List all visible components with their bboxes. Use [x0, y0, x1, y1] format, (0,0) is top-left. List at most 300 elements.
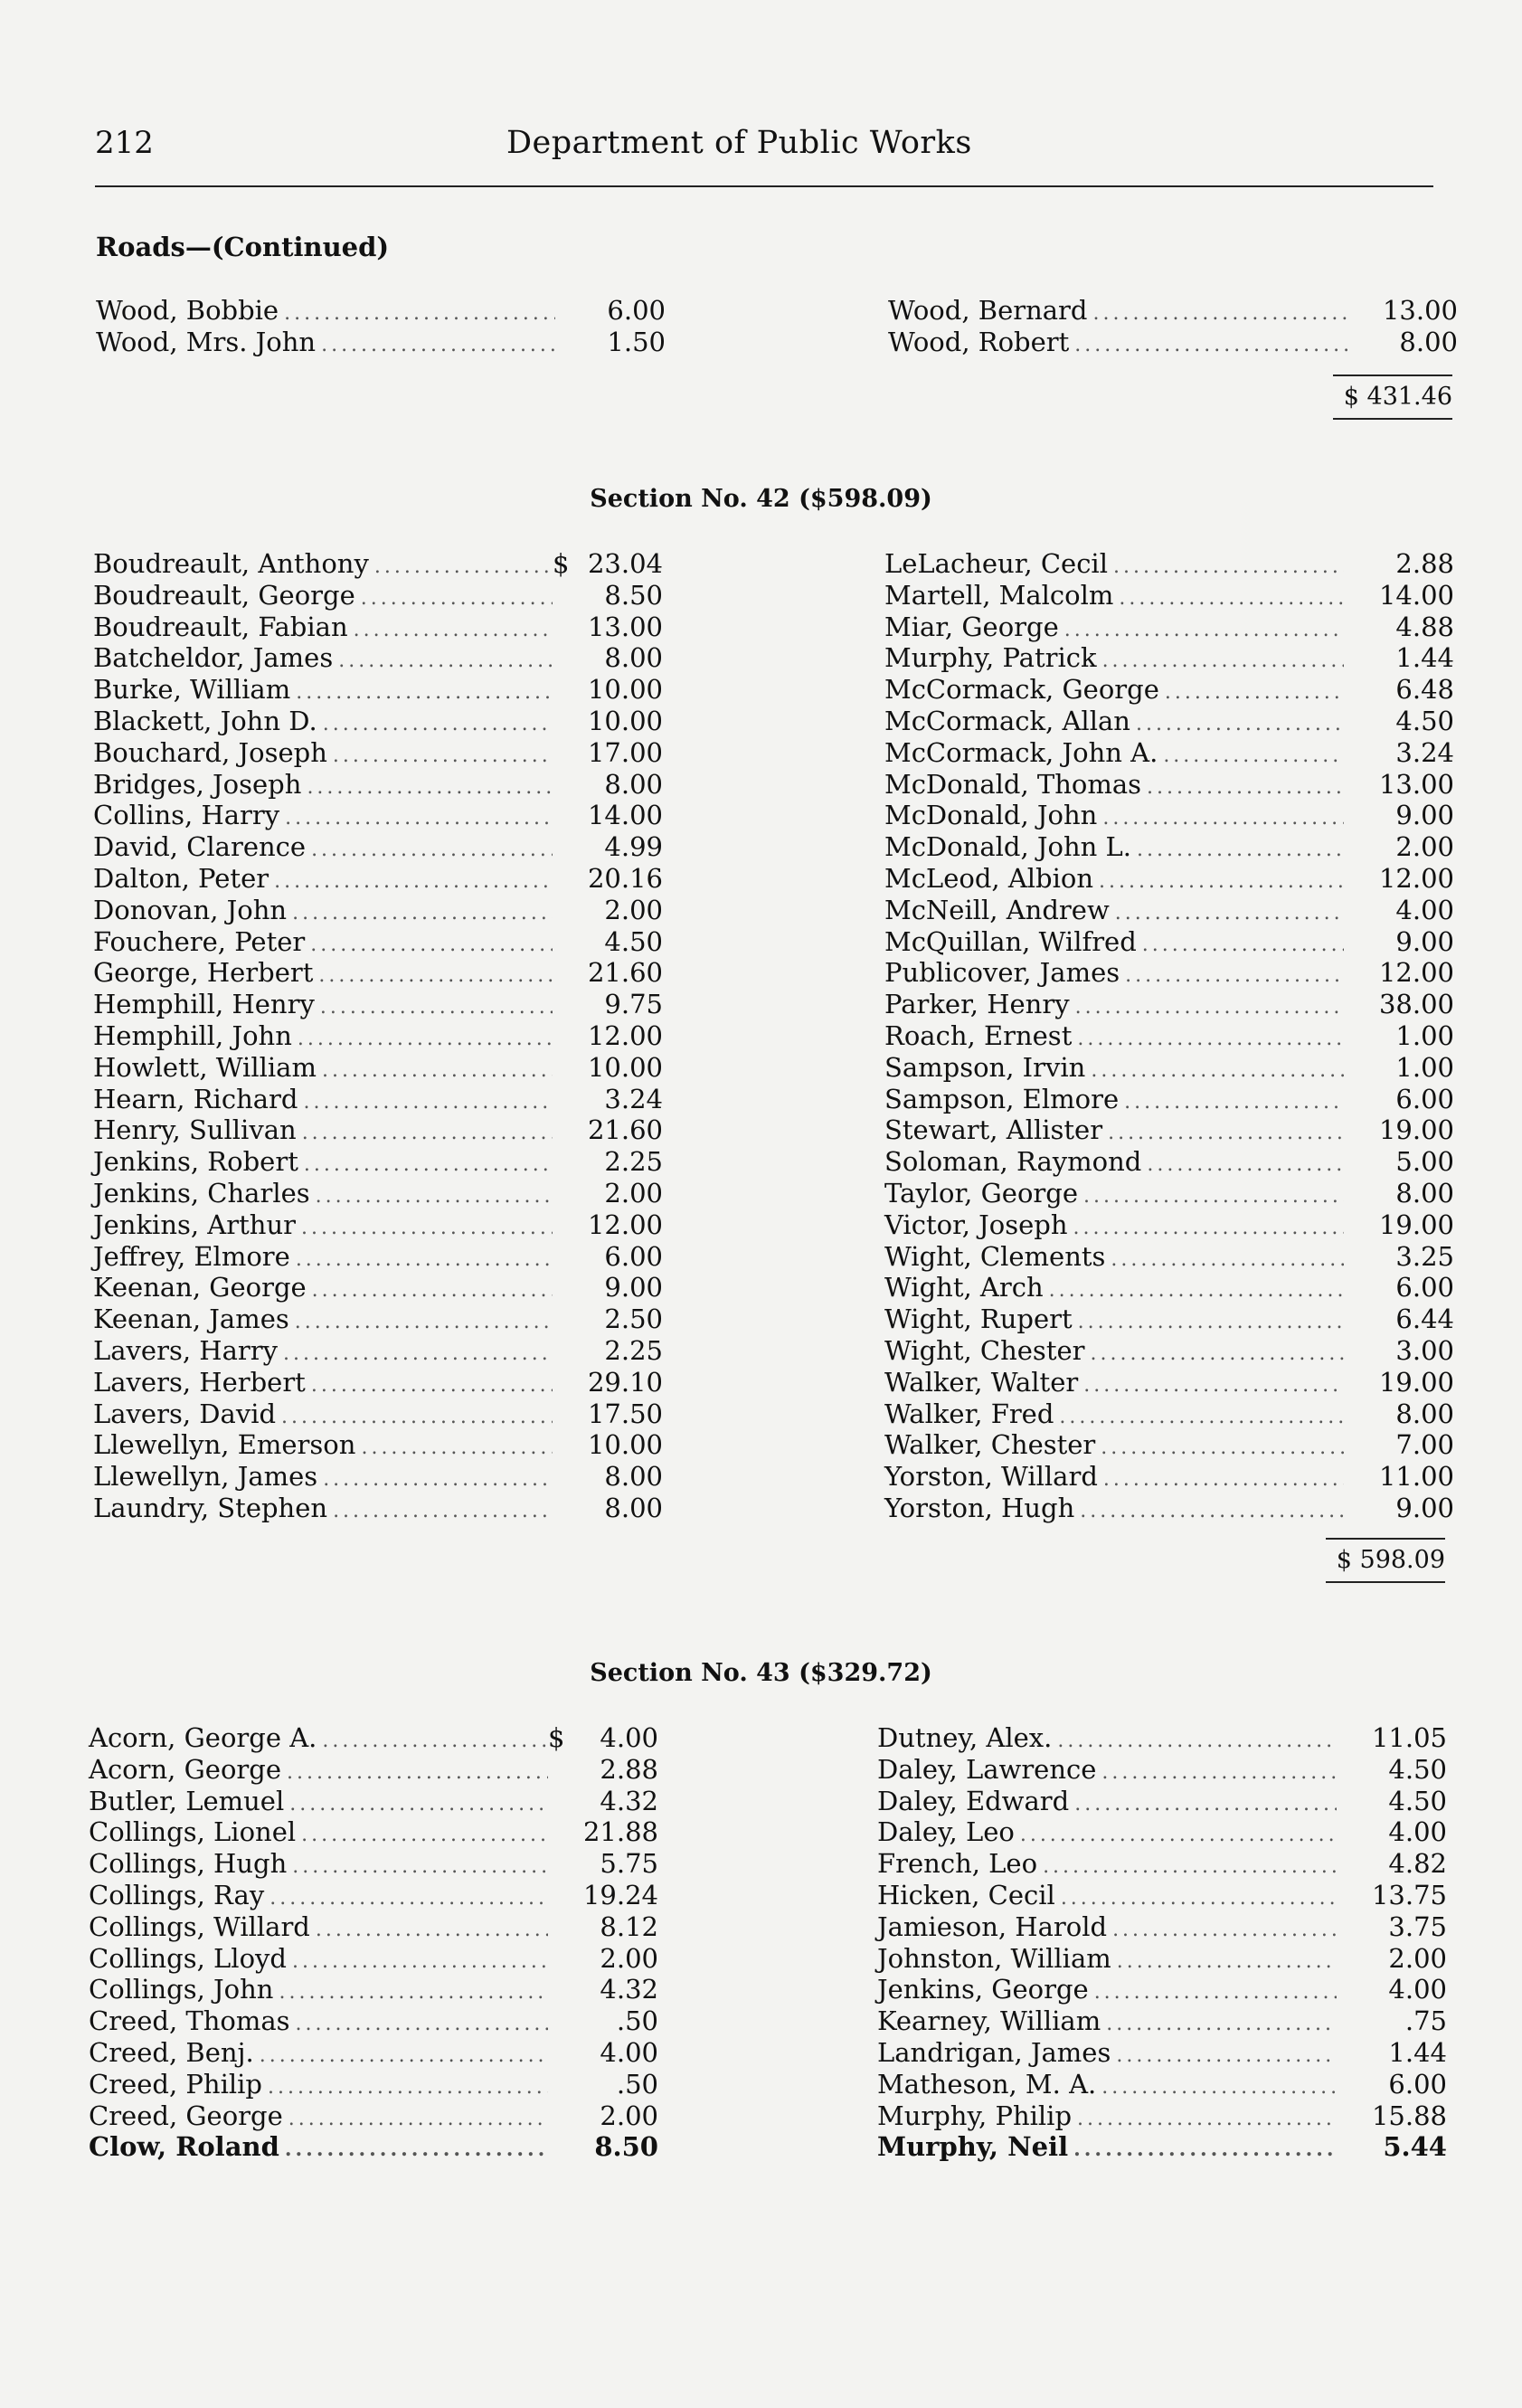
ledger-row	[884, 1241, 1454, 1273]
payee-name: Jenkins, George	[877, 1974, 1089, 2005]
ledger-row	[93, 580, 663, 611]
ledger-row	[884, 1335, 1454, 1367]
payment-amount: 8.50	[594, 2131, 658, 2163]
dot-leader	[323, 709, 553, 741]
payment-amount: 3.24	[1395, 736, 1454, 768]
ledger-row	[89, 1974, 658, 2005]
payee-name: Collings, Ray	[89, 1879, 265, 1910]
ledger-row	[93, 1084, 663, 1115]
dot-leader	[1074, 1789, 1337, 1821]
payment-amount: 5.75	[600, 1848, 658, 1880]
payee-name: Bouchard, Joseph	[93, 736, 327, 768]
dot-leader	[311, 1370, 553, 1402]
continued-total: $ 431.46	[1343, 383, 1452, 411]
ledger-row	[884, 642, 1454, 674]
payment-amount: 13.00	[1378, 768, 1454, 800]
payment-amount: 4.00	[600, 1722, 658, 1753]
payee-name: Boudreault, Anthony	[93, 548, 369, 579]
payee-name: Murphy, Philip	[877, 2100, 1073, 2131]
payment-amount: 6.00	[604, 1240, 663, 1272]
ledger-row	[884, 611, 1454, 643]
ledger-row	[884, 1178, 1454, 1209]
dot-leader	[1094, 1977, 1337, 2009]
dot-leader	[1147, 1150, 1344, 1181]
payment-amount: 10.00	[587, 1051, 663, 1083]
payee-name: Keenan, George	[93, 1272, 307, 1304]
ledger-row	[877, 1786, 1447, 1817]
ledger-row	[93, 1367, 663, 1398]
ledger-row	[96, 295, 666, 327]
payment-amount: 2.25	[604, 1146, 663, 1178]
dot-leader	[281, 1402, 553, 1434]
payee-name: Lavers, Harry	[93, 1334, 278, 1366]
ledger-row	[884, 769, 1454, 801]
payee-name: Creed, George	[89, 2100, 283, 2131]
ledger-row	[89, 1911, 658, 1943]
dot-leader	[1102, 803, 1344, 835]
payee-name: Donovan, John	[93, 894, 288, 925]
payment-amount: 8.00	[604, 1461, 663, 1493]
dot-leader	[1117, 1947, 1337, 1978]
payee-name: McCormack, Allan	[884, 705, 1130, 736]
dot-leader	[1101, 1758, 1337, 1789]
dot-leader	[304, 1150, 553, 1181]
dot-leader	[323, 1465, 553, 1496]
ledger-row	[884, 1146, 1454, 1178]
dot-leader	[1102, 646, 1344, 678]
payment-amount: 17.50	[587, 1398, 663, 1429]
payment-amount: 4.50	[1388, 1785, 1447, 1816]
payee-name: Martell, Malcolm	[884, 579, 1114, 611]
dot-leader	[310, 930, 553, 962]
payee-name: Acorn, George A.	[89, 1722, 317, 1753]
ledger-row	[89, 2131, 658, 2163]
dot-leader	[301, 1820, 548, 1852]
dot-leader	[268, 2072, 548, 2104]
ledger-row	[884, 1461, 1454, 1493]
dot-leader	[1116, 2041, 1337, 2072]
ledger-row	[89, 2069, 658, 2100]
dot-leader	[318, 961, 553, 992]
payment-amount: 2.88	[1395, 548, 1454, 579]
dot-leader	[1112, 1915, 1337, 1947]
ledger-row	[884, 1114, 1454, 1146]
dot-leader	[1163, 741, 1344, 773]
payee-name: Wood, Bobbie	[96, 295, 279, 326]
ledger-row	[93, 674, 663, 706]
ledger-row	[884, 1367, 1454, 1398]
dot-leader	[1124, 1087, 1344, 1119]
page-header	[95, 125, 1433, 179]
payee-name: Kearney, William	[877, 2005, 1101, 2037]
section-43-heading: Section No. 43 ($329.72)	[590, 1659, 932, 1687]
payment-amount: 12.00	[587, 1209, 663, 1240]
ledger-row	[93, 1052, 663, 1084]
dot-leader	[1099, 867, 1344, 898]
payment-amount: 5.00	[1395, 1146, 1454, 1178]
payee-name: Sampson, Elmore	[884, 1083, 1120, 1114]
dot-leader	[316, 1915, 548, 1947]
ledger-row	[93, 1114, 663, 1146]
payee-name: Wood, Mrs. John	[96, 326, 317, 357]
page-number: 212	[95, 125, 154, 161]
ledger-row	[93, 1209, 663, 1241]
ledger-row	[888, 327, 1458, 358]
payment-amount: 4.50	[1388, 1753, 1447, 1785]
dot-leader	[354, 615, 553, 647]
ledger-row	[93, 863, 663, 895]
payee-name: Lavers, Herbert	[93, 1366, 306, 1398]
payment-amount: 21.88	[582, 1816, 658, 1848]
payee-name: Wight, Arch	[884, 1272, 1044, 1304]
dot-leader	[269, 1883, 548, 1915]
payee-name: Hemphill, John	[93, 1019, 292, 1051]
payee-name: Murphy, Neil	[877, 2131, 1069, 2163]
payment-amount: 2.25	[604, 1334, 663, 1366]
payment-amount: 19.00	[1378, 1366, 1454, 1398]
payment-amount: 4.32	[600, 1974, 658, 2005]
payment-amount: 4.00	[1388, 1816, 1447, 1848]
ledger-row	[884, 1209, 1454, 1241]
dot-leader	[1077, 1024, 1344, 1056]
dot-leader	[279, 1977, 548, 2009]
payee-name: Roach, Ernest	[884, 1019, 1073, 1051]
ledger-row	[93, 548, 663, 580]
section-43-left-column	[89, 1722, 658, 2163]
payee-name: Collins, Harry	[93, 800, 280, 831]
payment-amount: 14.00	[1378, 579, 1454, 611]
dot-leader	[274, 867, 553, 898]
payment-amount: 2.00	[600, 1942, 658, 1974]
ledger-row	[884, 863, 1454, 895]
ledger-row	[89, 1722, 658, 1754]
payment-amount: 3.24	[604, 1083, 663, 1114]
ledger-row	[93, 1429, 663, 1461]
payee-name: Collings, Lionel	[89, 1816, 297, 1848]
payment-amount: 2.00	[1395, 831, 1454, 863]
payment-amount: 1.00	[1395, 1019, 1454, 1051]
payment-amount: 11.00	[1378, 1461, 1454, 1493]
ledger-row	[93, 1146, 663, 1178]
ledger-row	[93, 1398, 663, 1430]
payment-amount: 1.44	[1388, 2036, 1447, 2068]
ledger-row	[877, 1816, 1447, 1848]
dot-leader	[316, 1181, 553, 1213]
dot-leader	[301, 1213, 553, 1245]
payment-amount: 19.24	[582, 1879, 658, 1910]
dot-leader	[1093, 299, 1348, 330]
payment-amount: 9.00	[1395, 925, 1454, 957]
payee-name: Miar, George	[884, 611, 1059, 642]
total-rule	[1326, 1581, 1445, 1583]
payment-amount: 13.00	[1382, 295, 1458, 326]
dot-leader	[1142, 930, 1344, 962]
dot-leader	[322, 1056, 553, 1087]
dot-leader	[1115, 898, 1344, 930]
payee-name: Wight, Rupert	[884, 1304, 1073, 1335]
dot-leader	[1137, 835, 1344, 867]
payee-name: Matheson, M. A.	[877, 2068, 1097, 2100]
section-42-right-column	[884, 548, 1454, 1524]
ledger-row	[884, 1429, 1454, 1461]
payee-name: Bridges, Joseph	[93, 768, 302, 800]
payee-name: Jamieson, Harold	[877, 1910, 1108, 1942]
payee-name: Fouchere, Peter	[93, 925, 306, 957]
payment-amount: 6.00	[1388, 2068, 1447, 2100]
dot-leader	[1057, 1726, 1337, 1758]
payee-name: Hicken, Cecil	[877, 1879, 1055, 1910]
ledger-row	[89, 2005, 658, 2037]
dot-leader	[374, 552, 553, 583]
payee-name: Llewellyn, James	[93, 1461, 318, 1493]
payee-name: Daley, Leo	[877, 1816, 1015, 1848]
dot-leader	[292, 898, 553, 930]
payee-name: Llewellyn, Emerson	[93, 1429, 356, 1461]
payment-amount: 21.60	[587, 957, 663, 989]
payee-name: McDonald, Thomas	[884, 768, 1142, 800]
ledger-row	[877, 2069, 1447, 2100]
dollar-sign: $	[548, 1722, 565, 1753]
ledger-row	[877, 1911, 1447, 1943]
dot-leader	[1073, 2134, 1337, 2166]
dot-leader	[296, 2009, 548, 2041]
payee-name: Laundry, Stephen	[93, 1492, 328, 1523]
payment-amount: 6.48	[1395, 674, 1454, 706]
ledger-row	[89, 1848, 658, 1880]
payment-amount: .75	[1404, 2005, 1447, 2037]
dot-leader	[1020, 1820, 1337, 1852]
dot-leader	[292, 1947, 548, 1978]
ledger-row	[93, 1178, 663, 1209]
ledger-row	[884, 706, 1454, 737]
dot-leader	[298, 1024, 553, 1056]
payee-name: Collings, Willard	[89, 1910, 310, 1942]
payment-amount: 6.00	[1395, 1272, 1454, 1304]
section-42-total-block	[1326, 1538, 1445, 1583]
payment-amount: 4.00	[600, 2036, 658, 2068]
ledger-row	[93, 737, 663, 769]
dot-leader	[295, 1307, 553, 1339]
dot-leader	[1059, 1402, 1344, 1434]
payee-name: Boudreault, George	[93, 579, 355, 611]
payee-name: Batcheldor, James	[93, 642, 334, 674]
payee-name: Henry, Sullivan	[93, 1114, 297, 1146]
ledger-row	[93, 1020, 663, 1052]
ledger-row	[884, 926, 1454, 958]
dot-leader	[1108, 1118, 1344, 1150]
payment-amount: 2.00	[604, 894, 663, 925]
payment-amount: 17.00	[587, 736, 663, 768]
dot-leader	[321, 330, 555, 362]
payment-amount: 2.88	[600, 1753, 658, 1785]
payee-name: Murphy, Patrick	[884, 642, 1097, 674]
payee-name: Yorston, Willard	[884, 1461, 1098, 1493]
ledger-row	[888, 295, 1458, 327]
ledger-row	[93, 957, 663, 989]
payee-name: McDonald, John L.	[884, 831, 1132, 863]
ledger-row	[93, 1461, 663, 1493]
payee-name: Howlett, William	[93, 1051, 317, 1083]
ledger-row	[93, 1304, 663, 1335]
payment-amount: 11.05	[1371, 1722, 1447, 1753]
payment-amount: 9.00	[1395, 800, 1454, 831]
ledger-row	[93, 926, 663, 958]
payee-name: Hemphill, Henry	[93, 989, 315, 1020]
payment-amount: 4.50	[604, 925, 663, 957]
dot-leader	[292, 1852, 548, 1883]
ledger-row	[884, 831, 1454, 863]
payment-amount: 4.82	[1388, 1848, 1447, 1880]
dot-leader	[1043, 1852, 1337, 1883]
ledger-row	[884, 895, 1454, 926]
ledger-row	[89, 2037, 658, 2069]
dot-leader	[307, 773, 553, 804]
payee-name: McCormack, John A.	[884, 736, 1158, 768]
ledger-row	[884, 548, 1454, 580]
payee-name: Burke, William	[93, 674, 291, 706]
payee-name: Soloman, Raymond	[884, 1146, 1142, 1178]
payment-amount: 10.00	[587, 1429, 663, 1461]
ledger-row	[877, 1722, 1447, 1754]
section-42-left-column	[93, 548, 663, 1524]
total-rule	[1333, 418, 1452, 420]
dot-leader	[312, 1275, 553, 1307]
payment-amount: 8.50	[604, 579, 663, 611]
payment-amount: 23.04	[587, 548, 663, 579]
payment-amount: 12.00	[587, 1019, 663, 1051]
ledger-row	[89, 1880, 658, 1911]
dot-leader	[284, 299, 555, 330]
ledger-row	[877, 2131, 1447, 2163]
dot-leader	[1078, 1307, 1344, 1339]
payee-name: Walker, Walter	[884, 1366, 1079, 1398]
payment-amount: 8.00	[604, 768, 663, 800]
payment-amount: 13.00	[587, 611, 663, 642]
payee-name: Yorston, Hugh	[884, 1492, 1075, 1523]
payment-amount: 8.00	[1395, 1398, 1454, 1429]
dot-leader	[361, 1433, 553, 1465]
dot-leader	[1113, 552, 1344, 583]
section-43-right-column	[877, 1722, 1447, 2163]
payee-name: Dalton, Peter	[93, 862, 269, 894]
payment-amount: 6.00	[607, 295, 666, 326]
ledger-row	[877, 1880, 1447, 1911]
payee-name: Wood, Robert	[888, 326, 1070, 357]
dot-leader	[1111, 1245, 1344, 1276]
payment-amount: 4.50	[1395, 705, 1454, 736]
payment-amount: 4.00	[1388, 1974, 1447, 2005]
dot-leader	[322, 1726, 548, 1758]
payment-amount: 8.00	[1399, 326, 1458, 357]
payment-amount: 4.88	[1395, 611, 1454, 642]
continued-total-block	[1333, 374, 1452, 420]
payee-name: George, Herbert	[93, 957, 314, 989]
ledger-row	[884, 1398, 1454, 1430]
payee-name: Acorn, George	[89, 1753, 281, 1785]
payee-name: Creed, Benj.	[89, 2036, 254, 2068]
ledger-row	[877, 1848, 1447, 1880]
ledger-row	[877, 1974, 1447, 2005]
dot-leader	[1083, 1181, 1344, 1213]
dot-leader	[1077, 2104, 1337, 2136]
ledger-row	[93, 800, 663, 831]
ledger-row	[93, 642, 663, 674]
payee-name: Creed, Thomas	[89, 2005, 290, 2037]
payee-name: Jenkins, Arthur	[93, 1209, 296, 1240]
ledger-row	[877, 2037, 1447, 2069]
continued-left-column	[96, 295, 666, 358]
payee-name: McDonald, John	[884, 800, 1098, 831]
dot-leader	[1106, 2009, 1337, 2041]
dot-leader	[1080, 1496, 1344, 1528]
payee-name: Parker, Henry	[884, 989, 1070, 1020]
payee-name: Hearn, Richard	[93, 1083, 298, 1114]
dollar-sign: $	[553, 548, 570, 579]
ledger-row	[96, 327, 666, 358]
ledger-row	[93, 706, 663, 737]
payee-name: David, Clarence	[93, 831, 307, 863]
payee-name: LeLacheur, Cecil	[884, 548, 1108, 579]
payment-amount: 20.16	[587, 862, 663, 894]
dot-leader	[1083, 1370, 1344, 1402]
dot-leader	[285, 803, 553, 835]
payment-amount: 8.00	[604, 1492, 663, 1523]
payee-name: Walker, Chester	[884, 1429, 1096, 1461]
header-rule	[95, 185, 1433, 187]
payment-amount: 2.00	[604, 1177, 663, 1209]
ledger-row	[93, 1272, 663, 1304]
dot-leader	[287, 1758, 548, 1789]
payment-amount: 9.00	[1395, 1492, 1454, 1523]
dot-leader	[1091, 1056, 1344, 1087]
payment-amount: 19.00	[1378, 1114, 1454, 1146]
subheading: Roads—(Continued)	[96, 232, 390, 262]
ledger-row	[884, 737, 1454, 769]
ledger-row	[89, 2100, 658, 2132]
payee-name: Jeffrey, Elmore	[93, 1240, 290, 1272]
dot-leader	[285, 2134, 548, 2166]
payment-amount: 3.00	[1395, 1334, 1454, 1366]
payment-amount: 10.00	[587, 674, 663, 706]
payee-name: Daley, Edward	[877, 1785, 1070, 1816]
payee-name: Victor, Joseph	[884, 1209, 1068, 1240]
ledger-row	[93, 831, 663, 863]
payment-amount: 12.00	[1378, 862, 1454, 894]
payment-amount: 6.44	[1395, 1304, 1454, 1335]
ledger-row	[93, 1241, 663, 1273]
dot-leader	[296, 1245, 553, 1276]
payee-name: McQuillan, Wilfred	[884, 925, 1137, 957]
payee-name: McCormack, George	[884, 674, 1159, 706]
payee-name: Dutney, Alex.	[877, 1722, 1053, 1753]
payment-amount: 9.00	[604, 1272, 663, 1304]
payee-name: McNeill, Andrew	[884, 894, 1110, 925]
dot-leader	[289, 1789, 548, 1821]
dot-leader	[296, 678, 553, 709]
section-42-heading: Section No. 42 ($598.09)	[590, 485, 932, 513]
payment-amount: 10.00	[587, 705, 663, 736]
dot-leader	[1074, 330, 1347, 362]
payee-name: Blackett, John D.	[93, 705, 317, 736]
payment-amount: 6.00	[1395, 1083, 1454, 1114]
payment-amount: 2.00	[1388, 1942, 1447, 1974]
ledger-row	[884, 989, 1454, 1020]
payee-name: Collings, Hugh	[89, 1848, 288, 1880]
payee-name: Jenkins, Robert	[93, 1146, 298, 1178]
dot-leader	[1101, 2072, 1337, 2104]
dot-leader	[1064, 615, 1344, 647]
dot-leader	[1091, 1339, 1345, 1370]
